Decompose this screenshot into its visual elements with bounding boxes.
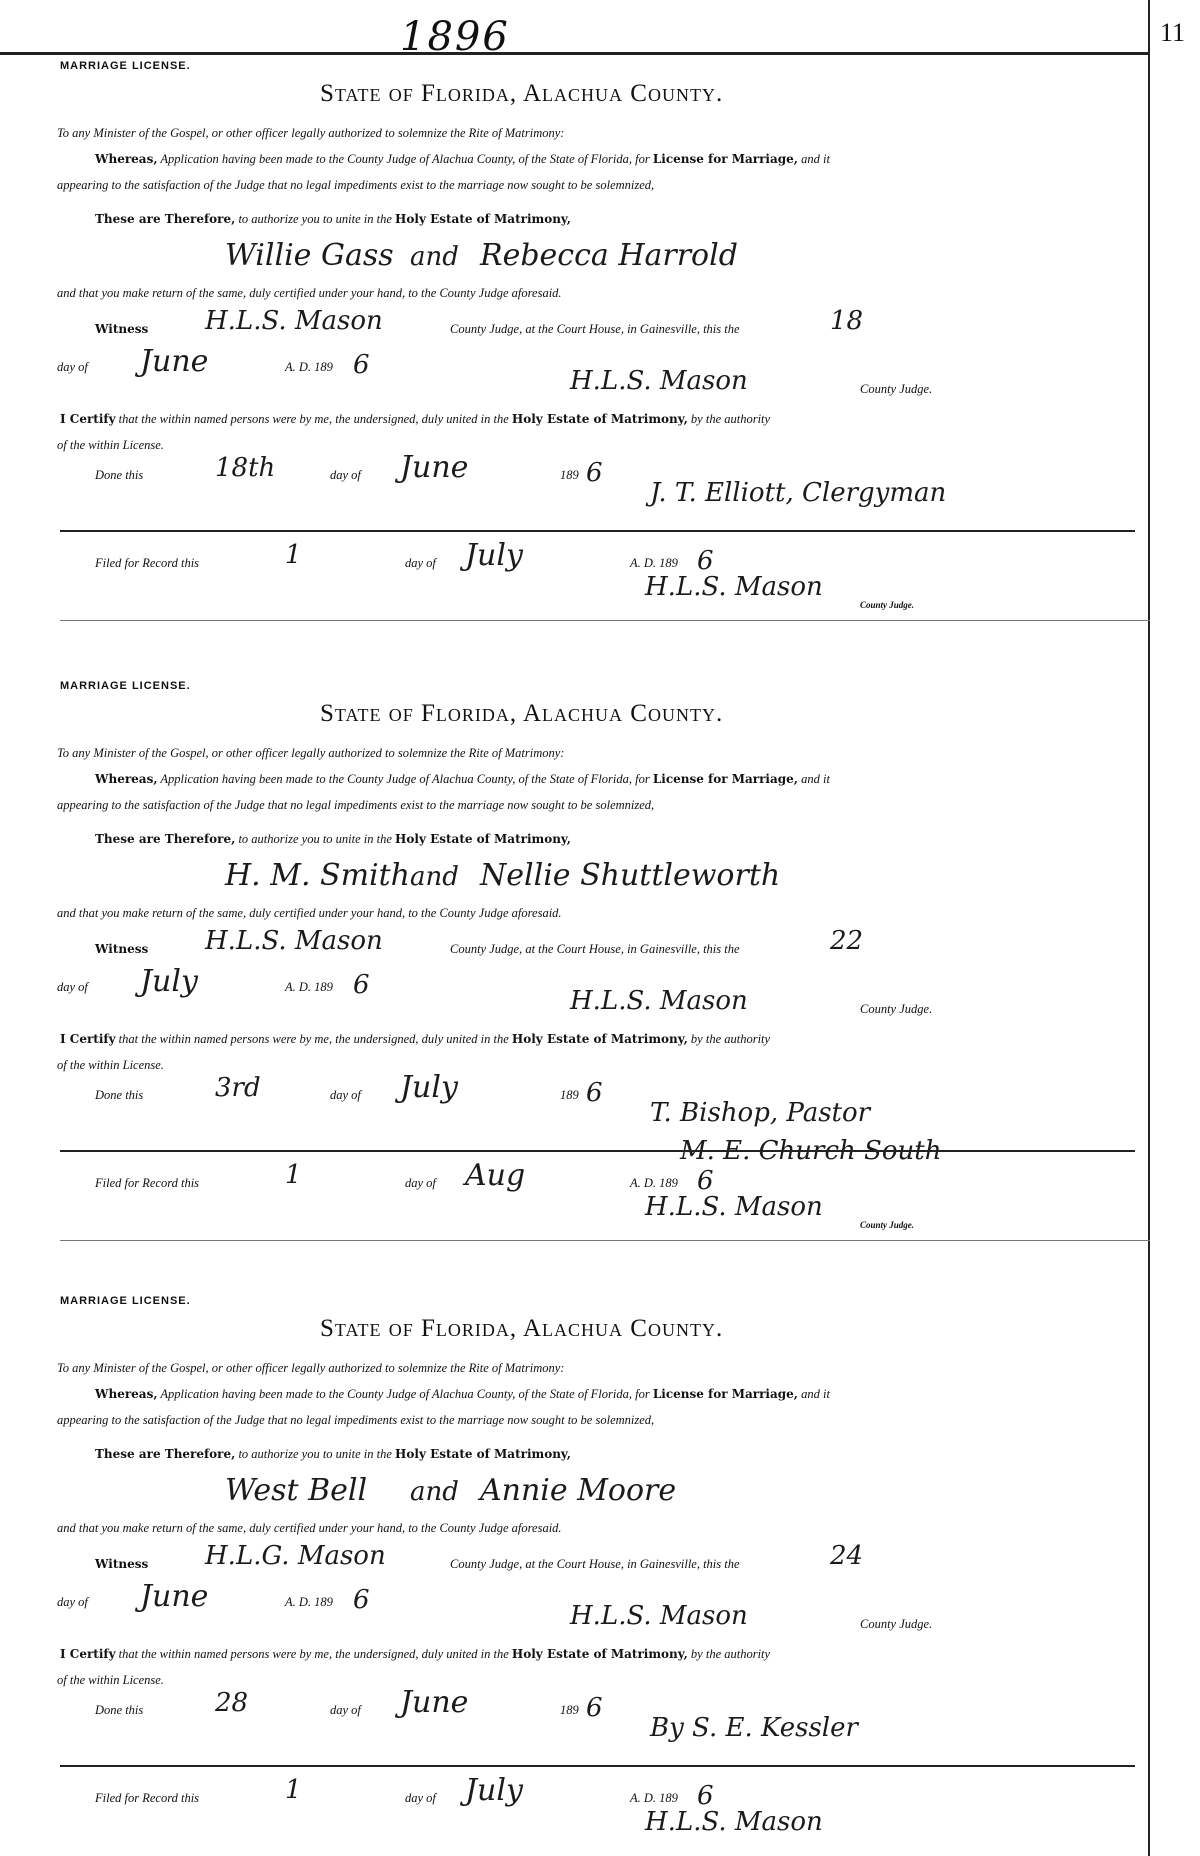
witness-label: Witness xyxy=(95,942,149,956)
bride-name: Rebecca Harrold xyxy=(480,238,738,273)
done-day: 3rd xyxy=(215,1073,261,1103)
witness-judge-signature: H.L.G. Mason xyxy=(205,1541,386,1571)
filed-day-of-label: day of xyxy=(405,1791,436,1805)
done-day-of-label: day of xyxy=(330,468,361,482)
return-line: and that you make return of the same, duly certified under your hand, to the County Judge aforesaid. xyxy=(57,1521,562,1535)
day-of-label: day of xyxy=(57,1595,88,1609)
filed-month: July xyxy=(465,1773,523,1808)
return-line: and that you make return of the same, duly certified under your hand, to the County Judge aforesaid. xyxy=(57,906,562,920)
record-bottom-separator xyxy=(60,620,1150,621)
issue-month: July xyxy=(140,964,198,999)
whereas-line: Whereas, Application having been made to the County Judge of Alachua County, of the State of Florida, for License for Marriage, and it xyxy=(95,152,830,166)
county-judge-small-label: County Judge. xyxy=(860,600,915,610)
ad-year: A. D. 189 xyxy=(285,980,333,994)
done-year-digit: 6 xyxy=(586,1693,603,1723)
witness-judge-signature: H.L.S. Mason xyxy=(205,926,383,956)
record-label: MARRIAGE LICENSE. xyxy=(60,60,191,72)
issue-month: June xyxy=(140,344,209,379)
officiant-signature: T. Bishop, Pastor xyxy=(650,1098,871,1128)
filed-ad-year: A. D. 189 xyxy=(630,1791,678,1805)
issue-day: 18 xyxy=(830,306,864,336)
filed-ad-year: A. D. 189 xyxy=(630,1176,678,1190)
done-month: June xyxy=(400,450,469,485)
done-this-label: Done this xyxy=(95,1088,144,1102)
of-license-line: of the within License. xyxy=(57,1673,164,1687)
ad-year: A. D. 189 xyxy=(285,1595,333,1609)
record-label: MARRIAGE LICENSE. xyxy=(60,1295,191,1307)
certify-line: I Certify that the within named persons were by me, the undersigned, duly united in the Holy Estate of Matrimony, by the authority xyxy=(60,412,771,426)
filed-day: 1 xyxy=(285,1160,302,1190)
to-any-minister: To any Minister of the Gospel, or other officer legally authorized to solemnize the Rite of Matrimony: xyxy=(57,1361,565,1375)
bride-name: Annie Moore xyxy=(480,1473,677,1508)
filed-judge-signature: H.L.S. Mason xyxy=(645,1807,823,1837)
done-day: 28 xyxy=(215,1688,249,1718)
county-judge-small-label: County Judge. xyxy=(860,1220,915,1230)
issue-year-digit: 6 xyxy=(353,350,370,380)
to-any-minister: To any Minister of the Gospel, or other officer legally authorized to solemnize the Rite of Matrimony: xyxy=(57,126,565,140)
ad-year: A. D. 189 xyxy=(285,360,333,374)
whereas-line: Whereas, Application having been made to the County Judge of Alachua County, of the State of Florida, for License for Marriage, and it xyxy=(95,772,830,786)
filed-day: 1 xyxy=(285,1775,302,1805)
page-year: 1896 xyxy=(400,14,510,60)
done-day-of-label: day of xyxy=(330,1088,361,1102)
witness-label: Witness xyxy=(95,322,149,336)
groom-name: Willie Gass xyxy=(225,238,394,273)
record-bottom-separator xyxy=(60,1240,1150,1241)
record-divider xyxy=(60,1765,1135,1767)
done-month: June xyxy=(400,1685,469,1720)
issue-year-digit: 6 xyxy=(353,1585,370,1615)
record-heading: State of Florida, Alachua County. xyxy=(320,1315,724,1342)
appearing-line: appearing to the satisfaction of the Judge that no legal impediments exist to the marriage now sought to be solemnized, xyxy=(57,798,655,812)
county-judge-court-text: County Judge, at the Court House, in Gainesville, this the xyxy=(450,942,740,956)
issue-month: June xyxy=(140,1579,209,1614)
record-heading: State of Florida, Alachua County. xyxy=(320,80,724,107)
done-month: July xyxy=(400,1070,458,1105)
officiant-signature: J. T. Elliott, Clergyman xyxy=(650,478,947,508)
return-line: and that you make return of the same, duly certified under your hand, to the County Judge aforesaid. xyxy=(57,286,562,300)
done-year-prefix: 189 xyxy=(560,1703,579,1717)
record-divider xyxy=(60,530,1135,532)
filed-for-record-label: Filed for Record this xyxy=(95,556,200,570)
of-license-line: of the within License. xyxy=(57,438,164,452)
filed-day-of-label: day of xyxy=(405,556,436,570)
filed-for-record-label: Filed for Record this xyxy=(95,1791,200,1805)
judge-signature: H.L.S. Mason xyxy=(570,366,748,396)
done-year-prefix: 189 xyxy=(560,468,579,482)
day-of-label: day of xyxy=(57,980,88,994)
filed-month: July xyxy=(465,538,523,573)
these-are-therefore-line: These are Therefore, to authorize you to unite in the Holy Estate of Matrimony, xyxy=(95,832,571,846)
certify-line: I Certify that the within named persons were by me, the undersigned, duly united in the Holy Estate of Matrimony, by the authority xyxy=(60,1032,771,1046)
of-license-line: of the within License. xyxy=(57,1058,164,1072)
done-day: 18th xyxy=(215,453,276,483)
groom-name: H. M. Smith xyxy=(225,858,410,893)
county-judge-court-text: County Judge, at the Court House, in Gainesville, this the xyxy=(450,1557,740,1571)
issue-year-digit: 6 xyxy=(353,970,370,1000)
judge-signature: H.L.S. Mason xyxy=(570,986,748,1016)
these-are-therefore-line: These are Therefore, to authorize you to unite in the Holy Estate of Matrimony, xyxy=(95,1447,571,1461)
done-year-digit: 6 xyxy=(586,458,603,488)
done-this-label: Done this xyxy=(95,1703,144,1717)
county-judge-label: County Judge. xyxy=(860,1002,933,1016)
judge-signature: H.L.S. Mason xyxy=(570,1601,748,1631)
top-rule xyxy=(0,52,1148,55)
whereas-line: Whereas, Application having been made to the County Judge of Alachua County, of the State of Florida, for License for Marriage, and it xyxy=(95,1387,830,1401)
issue-day: 24 xyxy=(830,1541,864,1571)
filed-year-digit: 6 xyxy=(697,546,714,576)
filed-day-of-label: day of xyxy=(405,1176,436,1190)
filed-month: Aug xyxy=(465,1158,526,1193)
bride-name: Nellie Shuttleworth xyxy=(480,858,781,893)
right-margin-rule xyxy=(1148,0,1150,1856)
appearing-line: appearing to the satisfaction of the Judge that no legal impediments exist to the marriage now sought to be solemnized, xyxy=(57,1413,655,1427)
these-are-therefore-line: These are Therefore, to authorize you to unite in the Holy Estate of Matrimony, xyxy=(95,212,571,226)
filed-judge-signature: H.L.S. Mason xyxy=(645,572,823,602)
record-heading: State of Florida, Alachua County. xyxy=(320,700,724,727)
done-year-digit: 6 xyxy=(586,1078,603,1108)
filed-judge-signature: H.L.S. Mason xyxy=(645,1192,823,1222)
certify-line: I Certify that the within named persons were by me, the undersigned, duly united in the Holy Estate of Matrimony, by the authority xyxy=(60,1647,771,1661)
county-judge-label: County Judge. xyxy=(860,1617,933,1631)
to-any-minister: To any Minister of the Gospel, or other officer legally authorized to solemnize the Rite of Matrimony: xyxy=(57,746,565,760)
witness-judge-signature: H.L.S. Mason xyxy=(205,306,383,336)
and-connector: and xyxy=(410,242,459,272)
officiant-signature-line2: M. E. Church South xyxy=(680,1136,942,1166)
filed-day: 1 xyxy=(285,540,302,570)
issue-day: 22 xyxy=(830,926,864,956)
and-connector: and xyxy=(410,1477,459,1507)
appearing-line: appearing to the satisfaction of the Judge that no legal impediments exist to the marriage now sought to be solemnized, xyxy=(57,178,655,192)
day-of-label: day of xyxy=(57,360,88,374)
county-judge-label: County Judge. xyxy=(860,382,933,396)
done-year-prefix: 189 xyxy=(560,1088,579,1102)
done-this-label: Done this xyxy=(95,468,144,482)
filed-ad-year: A. D. 189 xyxy=(630,556,678,570)
and-connector: and xyxy=(410,862,459,892)
groom-name: West Bell xyxy=(225,1473,368,1508)
filed-year-digit: 6 xyxy=(697,1166,714,1196)
county-judge-court-text: County Judge, at the Court House, in Gainesville, this the xyxy=(450,322,740,336)
record-divider xyxy=(60,1150,1135,1152)
filed-for-record-label: Filed for Record this xyxy=(95,1176,200,1190)
done-day-of-label: day of xyxy=(330,1703,361,1717)
filed-year-digit: 6 xyxy=(697,1781,714,1811)
page-number: 11 xyxy=(1160,18,1186,47)
witness-label: Witness xyxy=(95,1557,149,1571)
record-label: MARRIAGE LICENSE. xyxy=(60,680,191,692)
officiant-signature: By S. E. Kessler xyxy=(650,1713,858,1743)
